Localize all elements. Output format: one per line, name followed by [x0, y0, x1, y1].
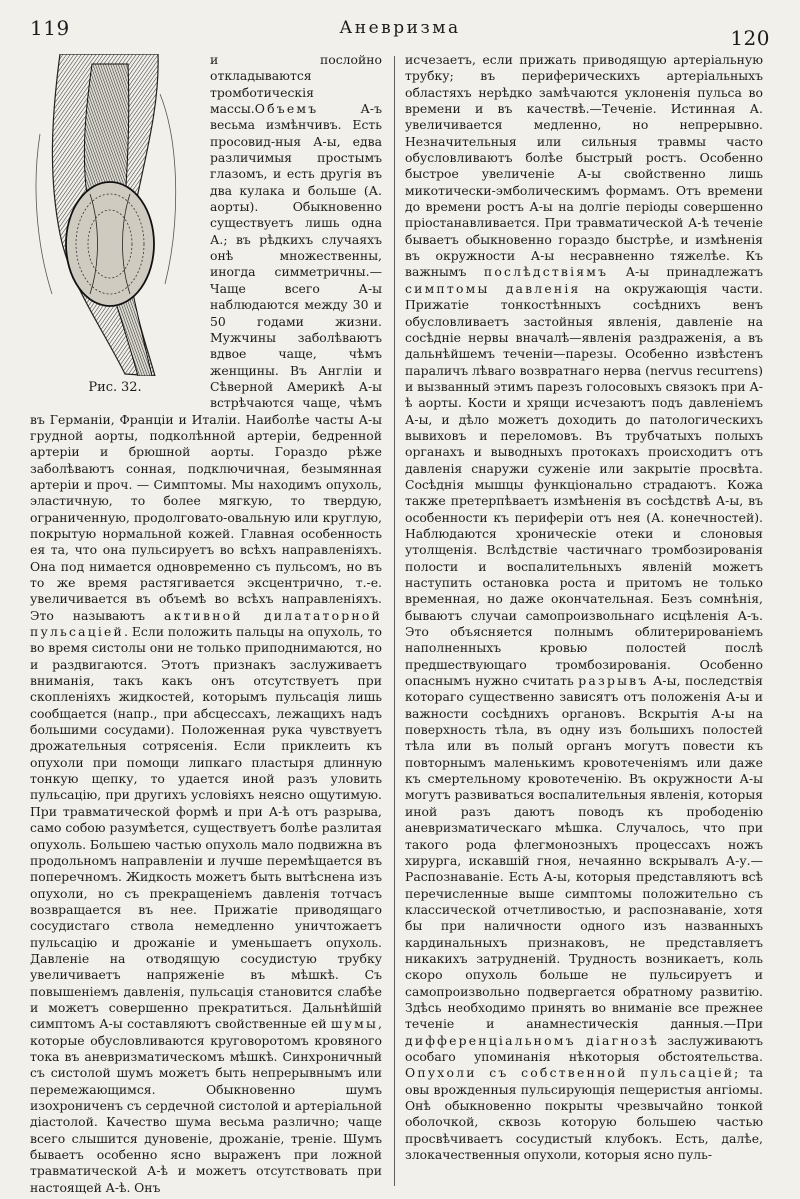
text-run: исчезаетъ, если прижать приводящую артеріальную трубку; въ периферическихъ артеріальныхъ областяхъ нерѣдко замѣчаются уклоненія пульса во времени и въ качествѣ.—	[405, 52, 763, 117]
spaced-emphasis: послѣдствіямъ	[483, 264, 609, 280]
spaced-emphasis: симптомы давленія	[405, 280, 581, 296]
running-header	[0, 8, 800, 48]
aneurysm-illustration	[30, 54, 200, 376]
page-number-left: 119	[30, 16, 70, 40]
text-run: Распознаваніе.	[405, 869, 504, 885]
text-run: заслуживаютъ особаго упоминанія нѣкоторыя обстоятельства.	[405, 1032, 764, 1064]
page-number-right: 120	[730, 26, 770, 50]
column-divider	[394, 56, 395, 1186]
spaced-emphasis: активной дилататорной пульсаціей	[30, 607, 382, 640]
text-run: Истинная А. увеличивается медленно, но непрерывно. Незначительныя или сильныя травмы часто обусловливаютъ болѣе быстрый ростъ. Особенно быстрое увеличеніе А-ы свойственно лишь микотически-эмболическимъ формамъ. Отъ времени до времени ростъ А-ы на долгіе періоды совершенно пріостанавливается. При травматической А-ѣ теченіе бываетъ обыкновенно гораздо быстрѣе, и измѣненія въ окружности А-ы несравненно тяжелѣе. Къ важнымъ	[405, 101, 763, 280]
text-run: Мы находимъ опухоль, эластичную, то более мягкую, то твердую, ограниченную, продолговато-овальную или круглую, покрытую нормальной кожей. Главная особенность ея та, что она пульсируетъ во всѣхъ направленіяхъ. Она под нимается одновременно съ пульсомъ, но въ то же время растягивается эксцентрично, т.-е. увеличивается въ объемѣ во всѣхъ направленіяхъ. Это называютъ	[30, 476, 382, 623]
left-column	[30, 52, 382, 1196]
text-run: на окружающія части. Прижатіе тонкостѣнныхъ сосѣднихъ венъ обусловливаетъ застойныя явленія, давленіе на сосѣдніе нервы вначалѣ—явленія раздраженія, а въ дальнѣйшемъ теченіи—парезы. Особенно извѣстенъ параличъ лѣваго возвратнаго нерва (nervus recurrens) и вызванный этимъ парезъ голосовыхъ связокъ при А-ѣ аорты. Кости и хрящи исчезаютъ подъ давленіемъ А-ы, и дѣло можетъ доходить до патологическихъ вывиховъ и переломовъ. Въ трубчатыхъ полыхъ органахъ и выводныхъ протокахъ происходитъ отъ давленія снаружи суженіе или закрытіе просвѣта. Сосѣднія мышцы функціонально страдаютъ. Кожа также претерпѣваетъ измѣненія въ сосѣдствѣ А-ы, въ особенности къ периферіи отъ нея (А. конечностей). Наблюдаются хроническіе отеки и слоновыя утолщенія. Вслѣдствіе частичнаго тромбозированія полости и воспалительныхъ явленій можетъ наступить остановка роста и притомъ не только временная, но даже окончательная. Безъ сомнѣнія, бываютъ случаи самопроизвольнаго исцѣленія А-ъ. Это объясняется полнымъ облитерированіемъ наполненныхъ кровью полостей послѣ предшествующаго тромбозированія. Особенно опаснымъ нужно считать	[405, 280, 763, 689]
spaced-emphasis: разрывъ	[578, 673, 649, 689]
text-run: , которые обусловливаются круговоротомъ кровяного тока въ аневризматическомъ мѣшкѣ. Синхроничный съ систолой шумъ можетъ быть непрерывнымъ или перемежающимся. Обыкновенно шумъ изохрониченъ съ сердечной систолой и артеріальной діастолой. Качество шума весьма различно; чаще всего слышится дуновеніе, дрожаніе, треніе. Шумъ бываетъ особенно ясно выраженъ при ложной травматической А-ѣ и можетъ отсутствовать при настоящей А-ѣ. Онъ	[30, 1016, 382, 1195]
spaced-emphasis: Объемъ	[254, 101, 319, 117]
text-run: Теченіе.	[601, 101, 657, 117]
right-column	[405, 52, 763, 1163]
text-run: Симптомы.	[153, 476, 227, 492]
text-run: А-ы, последствія котораго существенно зависятъ отъ положенія А-ы и важности сосѣднихъ органовъ. Вскрытія А-ы на поверхность тѣла, въ одну изъ большихъ полостей тѣла или въ полый органъ могутъ повести къ повторнымъ маленькимъ кровотеченіямъ или даже къ смертельному кровотеченію. Въ окружности А-ы могутъ развиваться воспалительныя явленія, которыя иной разъ даютъ поводъ къ прободенію аневризматическаго мѣшка. Случалось, что при такого рода флегмонозныхъ процессахъ ножъ хирурга, искавшій гноя, нечаянно вскрывалъ А-у.—	[405, 673, 763, 868]
text-run: А-ъ весьма измѣнчивъ. Есть просовид-ныя А-ы, едва различимыя простымъ глазомъ, и есть другія въ два кулака и больше (А. аорты). Обыкновенно существуетъ лишь одна А.; въ рѣдкихъ случаяхъ онѣ множественны, иногда симметричны.—Чаще всего А-ы наблюдаются между 30 и 50 годами жизни. Мужчины заболѣваютъ вдвое чаще, чѣмъ женщины. Въ Англіи и Сѣверной Америкѣ А-ы встрѣчаются чаще, чѣмъ въ Германіи, Франціи и Италіи. Наиболѣе часты А-ы грудной аорты, подколѣнной артеріи, бедренной артеріи и брюшной аорты. Гораздо рѣже заболѣваютъ сонная, подключичная, безымянная артеріи и проч. —	[30, 101, 382, 492]
running-title: Аневризма	[339, 18, 461, 38]
text-run: А-ы принадлежатъ	[608, 264, 763, 280]
figure-caption: Рис. 32.	[88, 380, 142, 395]
text-run: и послойно откладываются тромботическія массы.	[210, 52, 382, 117]
figure-32	[30, 54, 200, 404]
spaced-emphasis: шумы	[330, 1016, 379, 1032]
text-run: Есть А-ы, которыя представляютъ всѣ перечисленные выше симптомы положительно съ классической отчетливостью, и распознаваніе, хотя бы при наличности одного изъ названныхъ кардинальныхъ признаковъ, не представляетъ никакихъ затрудненій. Трудность возникаетъ, коль скоро опухоль больше не пульсируетъ и самопроизвольно подвергается обратному развитію. Здѣсь необходимо принять во вниманіе все прежнее теченіе и анамнестическія данныя.—При	[405, 869, 763, 1032]
text-run: . Если положить пальцы на опухоль, то во время систолы они не только приподнимаются, но и раздвигаются. Этотъ признакъ заслуживаетъ вниманія, такъ какъ онъ отсутствуетъ при скопленіяхъ жидкостей, которымъ пульсація лишь сообщается (напр., при абсцессахъ, лежащихъ надъ большими сосудами). Положенная рука чувствуетъ дрожательныя сотрясенія. Если приклеить къ опухоли при помощи липкаго пластыря длинную тонкую щепку, то удается иной разъ уловить пульсацію, при другихъ условіяхъ неясно ощутимую. При травматической формѣ и при А-ѣ отъ разрыва, само собою разумѣется, существуетъ болѣе разлитая опухоль. Большею частью опухоль мало подвижна въ продольномъ направленіи и лучше перемѣщается въ поперечномъ. Жидкость можетъ быть вытѣснена изъ опухоли, но съ прекращеніемъ давленія тотчасъ возвращается въ нее. Прижатіе приводящаго сосудистаго ствола немедленно уничтожаетъ пульсацію и дрожаніе и уменьшаетъ опухоль. Давленіе на отводящую сосудистую трубку увеличиваетъ напряженіе въ мѣшкѣ. Съ повышеніемъ давленія, пульсація становится слабѣе и можетъ совершенно прекратиться. Дальнѣйшій симптомъ А-ы составляютъ свойственные ей	[30, 624, 382, 1032]
spaced-emphasis: дифференціальномъ діагнозѣ	[405, 1032, 660, 1048]
text-run: ; та овы врожденныя пульсирующія пещеристыя ангіомы. Онѣ обыкновенно покрыты чрезвычайно тонкой оболочкой, сквозь которую большею частью просвѣчиваетъ сосудистый клубокъ. Есть, далѣе, злокачественныя опухоли, которыя ясно пуль-	[405, 1065, 763, 1163]
spaced-emphasis: Опухоли съ собственной пульсаціей	[405, 1065, 735, 1081]
